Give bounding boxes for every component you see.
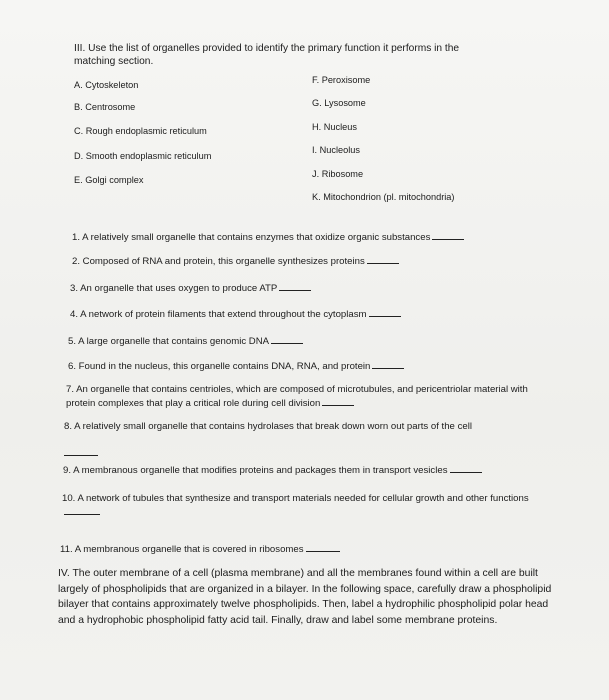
answer-blank-8[interactable] <box>64 446 98 456</box>
option-e: E. Golgi complex <box>74 175 144 185</box>
option-c: C. Rough endoplasmic reticulum <box>74 126 207 136</box>
question-11-text: 11. A membranous organelle that is covered in ribosomes <box>60 544 304 555</box>
question-3-text: 3. An organelle that uses oxygen to produce ATP <box>70 283 278 294</box>
question-4-text: 4. A network of protein filaments that extend throughout the cytoplasm <box>70 309 367 320</box>
question-11 <box>60 542 340 556</box>
question-8 <box>64 420 472 433</box>
question-1-text: 1. A relatively small organelle that contains enzymes that oxidize organic substances <box>72 232 431 243</box>
question-6-text: 6. Found in the nucleus, this organelle contains DNA, RNA, and protein <box>68 361 371 372</box>
question-8-text: 8. A relatively small organelle that contains hydrolases that break down worn out parts of the cell <box>64 421 472 432</box>
question-8-answer-line <box>64 446 98 460</box>
question-2 <box>72 254 399 268</box>
question-10-text: 10. A network of tubules that synthesize and transport materials needed for cellular growth and other functions <box>62 493 529 504</box>
answer-blank-9[interactable] <box>450 463 482 473</box>
question-3 <box>70 281 311 295</box>
answer-blank-6[interactable] <box>372 359 404 369</box>
option-h: H. Nucleus <box>312 122 357 132</box>
answer-blank-11[interactable] <box>306 542 340 552</box>
question-5-text: 5. A large organelle that contains genomic DNA <box>68 336 270 347</box>
question-2-text: 2. Composed of RNA and protein, this organelle synthesizes proteins <box>72 256 365 267</box>
answer-blank-7[interactable] <box>322 396 354 406</box>
question-1 <box>72 230 464 244</box>
option-j: J. Ribosome <box>312 169 364 179</box>
question-7-text: 7. An organelle that contains centrioles, which are composed of microtubules, and pericentriolar material with protein complexes that play a critical role during cell division <box>66 384 528 409</box>
question-9 <box>63 463 482 477</box>
section-4-instructions: IV. The outer membrane of a cell (plasma membrane) and all the membranes found within a cell are built largely of phospholipids that are organized in a bilayer. In the following space, carefully draw a phospholipid bilayer that contains approximately twelve phospholipids. Then, label a hydrophilic phospholipid polar head and a hydrophobic phospholipid fatty acid tail. Finally, draw and label some membrane proteins. <box>58 568 552 626</box>
answer-blank-5[interactable] <box>271 334 303 344</box>
answer-blank-10[interactable] <box>64 505 100 515</box>
question-6 <box>68 359 404 373</box>
option-g: G. Lysosome <box>312 98 366 108</box>
answer-blank-1[interactable] <box>432 230 464 240</box>
option-a: A. Cytoskeleton <box>74 80 139 90</box>
question-10 <box>62 492 542 519</box>
option-f: F. Peroxisome <box>312 75 371 85</box>
answer-blank-3[interactable] <box>279 281 311 291</box>
option-d: D. Smooth endoplasmic reticulum <box>74 151 212 161</box>
option-i: I. Nucleolus <box>312 145 361 155</box>
question-7 <box>66 383 536 410</box>
option-b: B. Centrosome <box>74 102 136 112</box>
option-k: K. Mitochondrion (pl. mitochondria) <box>312 192 455 202</box>
section-3-instructions: III. Use the list of organelles provided to identify the primary function it performs in the matching section. <box>74 43 460 67</box>
answer-blank-4[interactable] <box>369 307 401 317</box>
question-5 <box>68 334 303 348</box>
answer-blank-2[interactable] <box>367 254 399 264</box>
question-4 <box>70 307 401 321</box>
question-9-text: 9. A membranous organelle that modifies proteins and packages them in transport vesicles <box>63 465 448 476</box>
